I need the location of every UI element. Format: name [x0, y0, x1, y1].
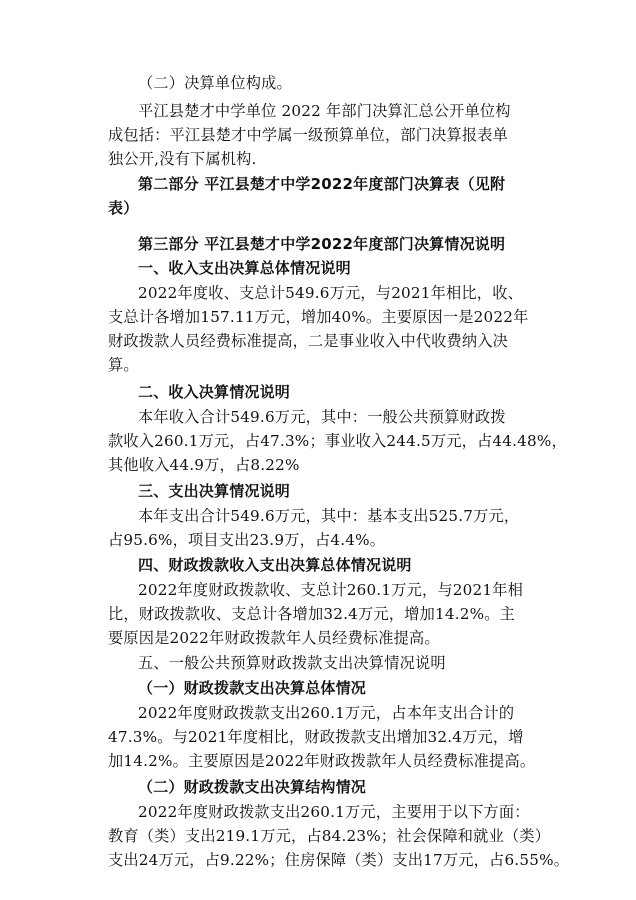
paragraph-line: 支总计各增加157.11万元，增加40%。主要原因一是2022年	[108, 308, 529, 326]
paragraph-line: 比，财政拨款收、支总计各增加32.4万元，增加14.2%。主	[108, 605, 516, 623]
part-two-title-cont: 表）	[108, 199, 139, 217]
heading-4: 四、财政拨款收入支出决算总体情况说明	[138, 556, 412, 574]
paragraph-line: 教育（类）支出219.1万元，占84.23%；社会保障和就业（类）	[108, 827, 551, 845]
paragraph-line: 47.3%。与2021年度相比，财政拨款支出增加32.4万元，增	[108, 728, 524, 746]
heading-2: 二、收入决算情况说明	[138, 383, 291, 401]
paragraph-line: 加14.2%。主要原因是2022年财政拨款年人员经费标准提高。	[108, 752, 536, 770]
paragraph-line: 独公开,没有下属机构.	[108, 150, 257, 168]
heading-5: 五、一般公共预算财政拨款支出决算情况说明	[138, 654, 446, 672]
part-two-title: 第二部分 平江县楚才中学2022年度部门决算表（见附	[138, 175, 506, 193]
paragraph-line: 本年收入合计549.6万元，其中：一般公共预算财政拨	[138, 408, 506, 426]
paragraph-line: 2022年度财政拨款收、支总计260.1万元，与2021年相	[138, 581, 523, 599]
paragraph-line: 要原因是2022年财政拨款年人员经费标准提高。	[108, 629, 440, 647]
heading-5-1: （一）财政拨款支出决算总体情况	[138, 679, 367, 697]
paragraph-line: 款收入260.1万元，占47.3%；事业收入244.5万元，占44.48%，	[108, 432, 567, 450]
paragraph-line: 财政拨款人员经费标准提高，二是事业收入中代收费纳入决	[108, 332, 509, 350]
paragraph-line: 平江县楚才中学单位 2022 年部门决算汇总公开单位构	[138, 102, 511, 120]
paragraph-line: 其他收入44.9万，占8.22%	[108, 456, 300, 474]
paragraph-line: 成包括：平江县楚才中学属一级预算单位，部门决算报表单	[108, 126, 509, 144]
paragraph-line: 占95.6%，项目支出23.9万，占4.4%。	[108, 531, 386, 549]
heading-3: 三、支出决算情况说明	[138, 482, 291, 500]
part-three-title: 第三部分 平江县楚才中学2022年度部门决算情况说明	[138, 235, 506, 253]
paragraph-line: 支出24万元，占9.22%；住房保障（类）支出17万元，占6.55%。	[108, 851, 570, 869]
paragraph-line: 2022年度财政拨款支出260.1万元，占本年支出合计的	[138, 704, 515, 722]
paragraph-line: 2022年度财政拨款支出260.1万元，主要用于以下方面：	[138, 803, 530, 821]
heading-1: 一、收入支出决算总体情况说明	[138, 259, 351, 277]
paragraph-line: 本年支出合计549.6万元，其中：基本支出525.7万元，	[138, 507, 520, 525]
paragraph-line: 算。	[108, 356, 139, 374]
heading-5-2: （二）财政拨款支出决算结构情况	[138, 778, 367, 796]
paragraph-line: 2022年度收、支总计549.6万元，与2021年相比，收、	[138, 284, 523, 302]
section-heading: （二）决算单位构成。	[138, 74, 292, 92]
